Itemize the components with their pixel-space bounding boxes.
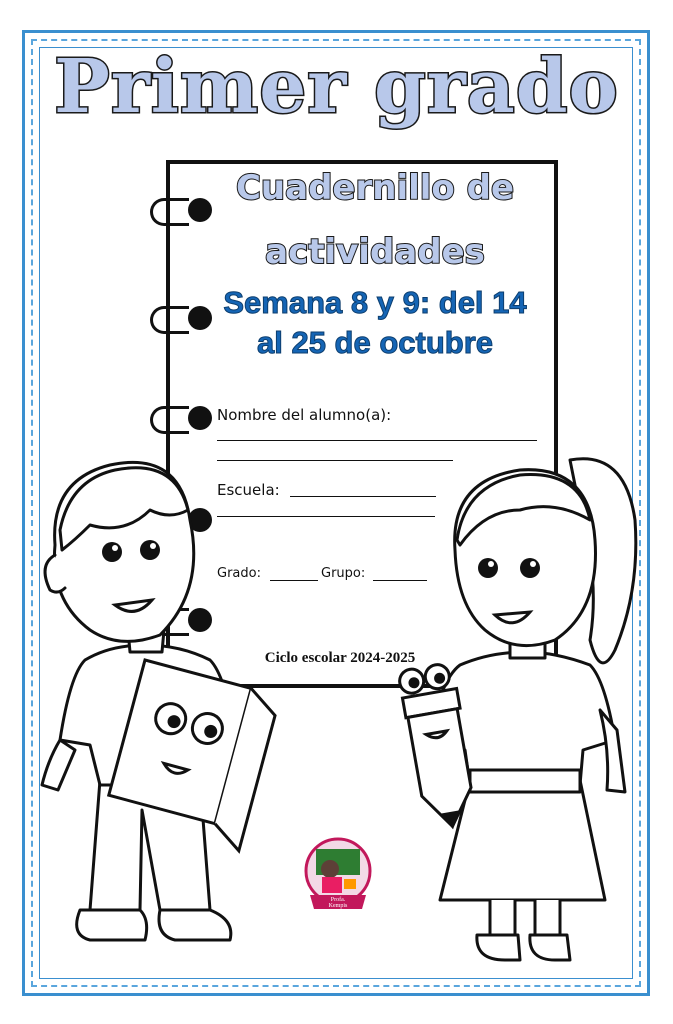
spiral-hook bbox=[150, 406, 189, 434]
grade-label: Grado: bbox=[217, 566, 261, 581]
week-line1: Semana 8 y 9: del 14 bbox=[223, 285, 527, 320]
logo-line1: Profa. bbox=[330, 897, 346, 903]
school-label: Escuela: bbox=[217, 481, 280, 499]
student-name-label: Nombre del alumno(a): bbox=[217, 406, 392, 424]
group-label: Grupo: bbox=[321, 566, 366, 581]
booklet-title-line1: Cuadernillo de bbox=[235, 168, 515, 208]
teacher-logo bbox=[302, 835, 374, 915]
boy-illustration bbox=[30, 440, 310, 980]
week-line2: al 25 de octubre bbox=[256, 325, 494, 360]
spiral-ring bbox=[188, 406, 212, 430]
school-cycle: Ciclo escolar 2024-2025 bbox=[264, 650, 416, 666]
booklet-title-line2: actividades bbox=[265, 232, 485, 272]
page-title: Primer grado bbox=[54, 44, 619, 130]
logo-line2: Kempis bbox=[328, 903, 348, 909]
girl-illustration bbox=[385, 440, 645, 980]
